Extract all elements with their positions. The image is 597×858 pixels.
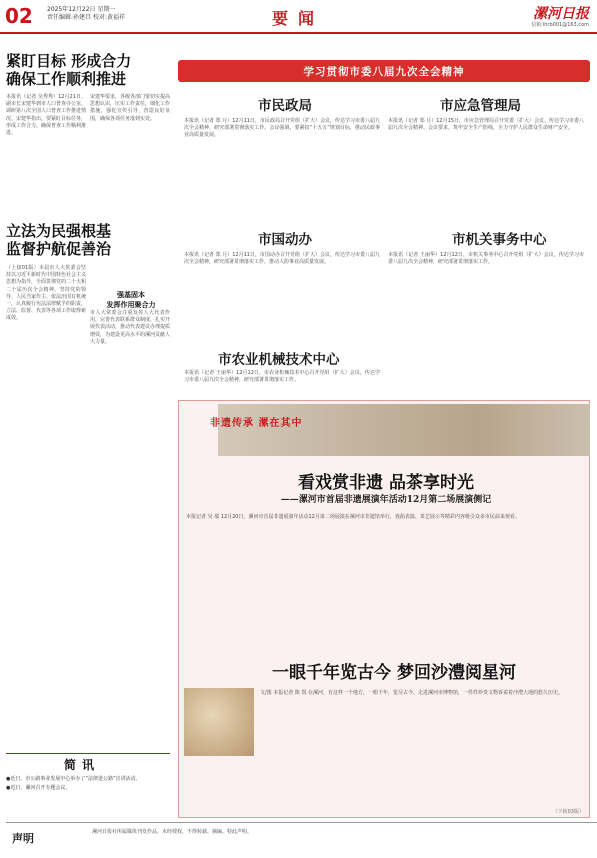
subheading-line-2: 发挥作用聚合力 [106, 300, 156, 309]
brief-title: 简讯 [64, 758, 101, 772]
header-info [47, 6, 125, 22]
brief-header [6, 753, 170, 771]
section-body: 本报讯（记者 郑 月）12月15日，市应急管理局召开党委（扩大）会议，传达学习市委八届九次全会精神。会议要求，筑牢安全生产防线，全力守护人民群众生命财产安全。 [388, 118, 584, 132]
brief-item: ●近日，市公路事业发展中心举办了“法律进公路”宣讲活动。 [6, 776, 141, 782]
section-heading: 市国动办 [258, 232, 312, 248]
headline-2-line-2: 监督护航促善治 [6, 240, 112, 258]
page-number: 02 [5, 4, 33, 28]
feature-body-2: 文/图 本报记者 陈 凯 在漯河，有这样一个地方，一眼千年，览尽古今。走进漯河市博物馆，一件件珍贵文物诉说着沙澧大地的悠久历史。 [260, 690, 564, 696]
article-1-col-1: 本报讯（记者 吴秀秀）12月21日，副市长宋建华到市人口普查办公室，调研第八次全国人口普查工作推进情况。宋建华指出，要紧盯目标任务，形成工作合力，确保普查工作顺利推进。 [6, 94, 87, 137]
notice-box [6, 822, 597, 856]
feature-body: 本报记者 吴 瑞 12月20日，漯河市首届非遗展演年活动12月第二场展演在漯河市非遗馆举行，戏曲表演、茶艺展示等精彩内容吸引众多市民前来观看。 [186, 514, 520, 520]
topic-banner [178, 60, 590, 82]
email: 信箱:lhrb001@163.com [531, 22, 589, 28]
feature-photo [218, 404, 590, 456]
section-heading: 市农业机械技术中心 [218, 352, 340, 368]
feature-subtitle: ——漯河市首届非遗展演年活动12月第二场展演侧记 [280, 495, 492, 505]
article-2-col-2: 市人大常委会注重发挥人大代表作用，完善代表联系群众制度，扎实开展代表活动，推动代表建议办理提质增效，为建设更高水平的漯河贡献人大力量。 [90, 310, 171, 345]
article-2-subheading [92, 290, 170, 310]
notice-title: 声明 [12, 832, 34, 845]
subheading-line-1: 强基固本 [117, 290, 145, 299]
feature-title: 看戏赏非遗 品茶享时光 [298, 473, 474, 493]
notice-text: 漯河日报社所属媒体刊发作品，未经授权，不得转载、摘编。特此声明。 [92, 829, 253, 835]
weekday: 星期一 [97, 6, 116, 13]
section-heading: 市民政局 [258, 98, 312, 114]
section-heading: 市机关事务中心 [452, 232, 547, 248]
section-body: 本报讯（记者 王丽华）12月12日，市机关事务中心召开党组（扩大）会议，传达学习市委八届九次全会精神，研究部署贯彻落实工作。 [388, 252, 584, 266]
article-2-col-1: （上接01版）本届市人大常委会坚持以习近平新时代中国特色社会主义思想为指导，全面贯彻党的二十大和二十届历次全会精神，坚持党的领导、人民当家作主、依法治国有机统一，认真履行宪法法律赋予的职责，立法、监督、代表等各项工作取得新成效。 [6, 265, 87, 322]
section-heading: 市应急管理局 [440, 98, 521, 114]
feature-title-2: 一眼千年览古今 梦回沙澧阅星河 [272, 663, 516, 683]
headline-1-line-2: 确保工作顺利推进 [6, 70, 127, 88]
headline-1-line-1: 紧盯目标 形成合力 [6, 52, 132, 70]
page-header [0, 0, 597, 34]
proofreader: 校对:黄福祥 [92, 14, 125, 21]
section-body: 本报讯（记者 王丽华）12月12日，市农业机械技术中心召开党组（扩大）会议，传达学习市委八届九次全会精神，研究部署贯彻落实工作。 [184, 370, 380, 384]
section-body: 本报讯（记者 郑 月）12月11日，市国动办召开党组（扩大）会议，传达学习市委八届九次全会精神，研究部署贯彻落实工作，推动人防事业高质量发展。 [184, 252, 380, 266]
article-1-col-2: 宋建华要求，各级各部门要切实提高思想认识，压实工作责任，细化工作措施，强化宣传引导，营造良好氛围，确保各项任务落到实处。 [90, 94, 171, 122]
feature-column-label: 非遗传承 漯在其中 [210, 418, 303, 429]
museum-photo [184, 688, 254, 756]
topic-banner-text: 学习贯彻市委八届九次全会精神 [303, 66, 465, 78]
issue-date: 2025年12月22日 [47, 6, 96, 13]
brief-item: ●近日，漯河召开专题会议。 [6, 785, 71, 791]
newspaper-logo: 漯河日报 [533, 6, 589, 22]
brief-list [6, 775, 170, 815]
section-title: 要闻 [272, 9, 325, 28]
editor: 责任编辑:孙建昌 [47, 14, 92, 21]
headline-2-line-1: 立法为民强根基 [6, 222, 112, 240]
section-body: 本报讯（记者 郑 月）12月11日，市民政局召开党组（扩大）会议，传达学习市委八届九次全会精神，研究部署贯彻落实工作。会议强调，要紧扣“十五五”规划目标，推动民政事业高质量发展。 [184, 118, 380, 139]
continued-note: （下转03版） [552, 809, 584, 815]
